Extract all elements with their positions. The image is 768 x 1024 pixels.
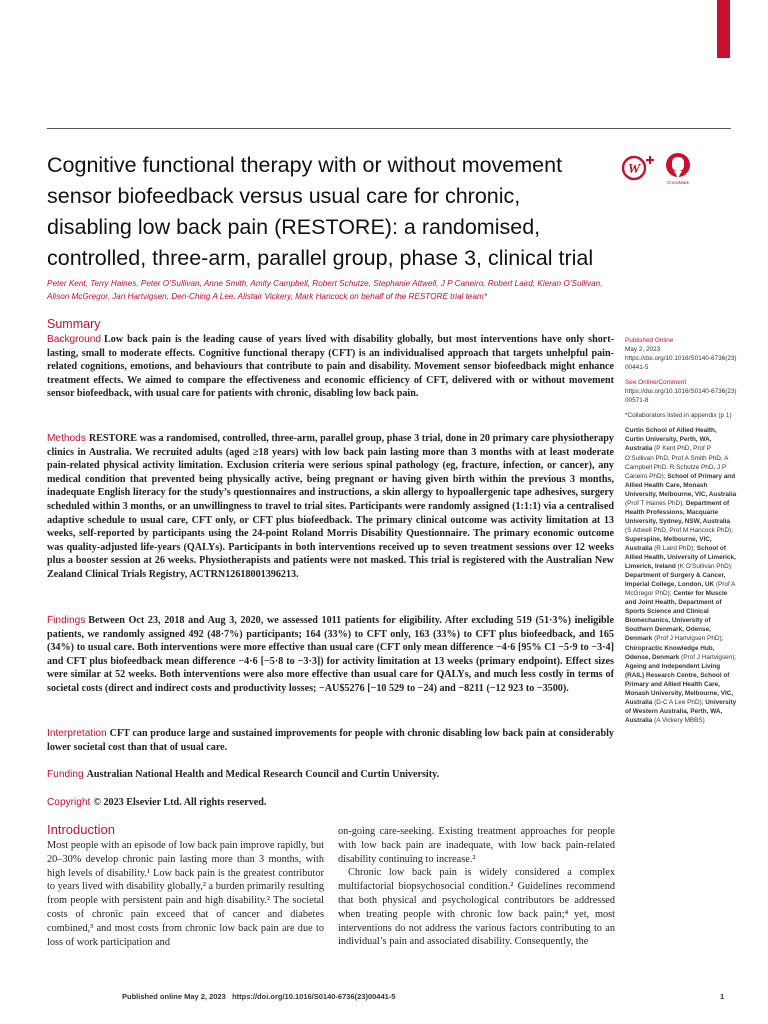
affiliation-org: University of Western Australia, Perth, WA, Australia — [625, 698, 737, 724]
footer-doi-link[interactable]: https://doi.org/10.1016/S0140-6736(23)00441-5 — [232, 992, 396, 1001]
intro-column-1: Most people with an episode of low back pain improve rapidly, but 20–30% develop chronic pain lasting more than 3 months, with high levels of disability.¹ Low back pain is the greatest contributor to years lived with disability globally,² a burden primarily resulting from people with persistent pain and high disability.² The societal costs of chronic pain exceed that of cancer and diabetes combined,³ and most costs from chronic low back pain are due to loss of work participation and — [47, 840, 324, 948]
affiliation-org: School of Primary and Allied Health Care, Monash University, Melbourne, VIC, Australia — [625, 472, 737, 498]
affiliation-names: (K O’Sullivan PhD); — [677, 563, 733, 571]
findings-label: Findings — [47, 615, 86, 626]
background-label: Background — [47, 334, 102, 345]
footer-published: Published online May 2, 2023 — [122, 992, 226, 1001]
affiliation-org: School of Allied Health, University of Limerick, Limerick, Ireland — [625, 544, 736, 571]
affiliation-org: Center for Muscle and Joint Health, Department of Sports Science and Clinical Biomechanics, University of Southern Denmark, Odense, Denmark — [625, 590, 728, 643]
funding-label: Funding — [47, 769, 84, 780]
page-footer — [0, 990, 768, 1004]
affiliation-names: (Prof A McGregor PhD); — [625, 581, 736, 598]
findings-text: Between Oct 23, 2018 and Aug 3, 2020, we assessed 1011 patients for eligibility. After excluding 519 (51·3%) ineligible patients, we randomly assigned 492 (48·7%) participants; 164 (33%) to CFT only, 163 (33%) to CFT plus biofeedback, and 165 (34%) to usual care. Both interventions were more effective than usual care (CFT only mean difference −4·6 [95% CI −5·9 to −3·4] and CFT plus biofeedback mean difference −4·6 [−5·8 to −3·3]) for activity limitation at 13 weeks (primary endpoint). Effect sizes were similar at 52 weeks. Both interventions were also more effective than usual care for QALYs, and much less costly in terms of societal costs (direct and indirect costs and productivity losses; −AU$5276 [−10 529 to −24) and −8211 (−12 923 to −3500). — [47, 615, 614, 694]
top-edge — [0, 0, 768, 1]
intro-col2-para-2: Chronic low back pain is widely considered a complex multifactorial biopsychosocial condition.² Guidelines recommend that both physical and psychological contributors be addressed when treating people with chronic low back pain;⁴ yet, most interventions do not address the various factors contributing to an individual’s pain and associated disability. Consequently, the — [338, 867, 615, 948]
copyright-text: © 2023 Elsevier Ltd. All rights reserved. — [93, 797, 267, 808]
interpretation-label: Interpretation — [47, 728, 107, 739]
methods-text: RESTORE was a randomised, controlled, three-arm, parallel group, phase 3 trial, done in 20 primary care physiotherapy clinics in Australia. We recruited adults (aged ≥18 years) with low back pain lasting more than 3 months with at least moderate pain-related physical activity limitation. Exclusion criteria were serious spinal pathology (eg, fracture, infection, or cancer), any medical condition that prevented being physically active, being pregnant or having given birth within the previous 3 months, inadequate English literacy for the study’s questionnaires and instructions, a skin allergy to hypoallergenic tape adhesives, surgery scheduled within 3 months, or an unwillingness to travel to trial sites. Participants were randomly assigned (1:1:1) via a centralised adaptive schedule to usual care, CFT only, or CFT plus biofeedback. The primary clinical outcome was activity limitation at 13 weeks, self-reported by participants using the 24-point Roland Morris Disability Questionnaire. The primary economic outcome was quality-adjusted life-years (QALYs). Participants in both interventions received up to seven treatment sessions over 12 weeks plus a booster session at 26 weeks. Physiotherapists and patients were not masked. This trial is registered with the Australian New Zealand Clinical Trials Registry, ACTRN12618001396213. — [47, 433, 614, 580]
see-online-doi-link[interactable]: https://doi.org/10.1016/S0140-6736(23)00571-8 — [625, 388, 737, 405]
affiliation-org: Department of Health Professions, Macquarie University, Sydney, NSW, Australia — [625, 499, 731, 525]
affiliation-names: (P Kent PhD, Prof P O’Sullivan PhD, Prof A Smith PhD, A Campbell PhD, R Schutze PhD, J P Caneiro PhD); — [625, 445, 729, 480]
crossmark-label: CrossMark — [667, 180, 689, 185]
background-text: Low back pain is the leading cause of years lived with disability globally, but most interventions have only short-lasting, small to moderate effects. Cognitive functional therapy (CFT) is an individualised approach that targets unhelpful pain-related cognitions, emotions, and behaviours that contribute to pain and disability. Movement sensor biofeedback might enhance treatment effects. We aimed to compare the effectiveness and economic efficiency of CFT, delivered with or without movement sensor biofeedback, with usual care for patients with chronic, disabling low back pain. — [47, 334, 614, 400]
intro-col2-para-1: on-going care-seeking. Existing treatment approaches for people with low back pain are inadequate, with low back pain-related disability continuing to increase.² — [338, 826, 615, 865]
copyright-label: Copyright — [47, 797, 91, 808]
summary-heading: Summary — [47, 317, 101, 331]
affiliation-names: (R Laird PhD); — [654, 544, 695, 552]
funding-text: Australian National Health and Medical Research Council and Curtin University. — [86, 769, 440, 780]
methods-paragraph — [47, 432, 614, 582]
author-list: Peter Kent, Terry Haines, Peter O’Sullivan, Anne Smith, Amity Campbell, Robert Schutze, Stephanie Attwell, J P Caneiro, Robert Laird, Kieran O’Sullivan, Alison McGregor, Jan Hartvigsen, Den-Ching A Lee, Alistair Vickery, Mark Hancock on behalf of the RESTORE trial team* — [47, 279, 603, 302]
published-doi-link[interactable]: https://doi.org/10.1016/S0140-6736(23)00441-5 — [625, 355, 737, 372]
intro-column-2 — [338, 825, 615, 949]
funding-paragraph — [47, 768, 614, 782]
see-online-note — [625, 378, 737, 405]
collaborators-note: *Collaborators listed in appendix (p 1) — [625, 412, 732, 420]
background-paragraph — [47, 333, 614, 401]
sidebar-notes — [625, 336, 737, 731]
crossmark-icon[interactable] — [662, 150, 694, 186]
footer-citation — [122, 992, 395, 1001]
methods-label: Methods — [47, 433, 86, 444]
affiliation-org: Superspine, Melbourne, VIC, Australia — [625, 535, 712, 552]
see-online-label: See Online/Comment — [625, 379, 687, 387]
affiliation-names: (Prof T Haines PhD); — [625, 499, 685, 507]
introduction-heading: Introduction — [47, 822, 115, 837]
affiliation-org: Curtin School of Allied Health, Curtin University, Perth, WA, Australia — [625, 427, 717, 453]
journal-color-tab — [717, 0, 730, 58]
svg-text:W: W — [627, 162, 641, 177]
affiliation-org: Department of Surgery & Cancer, Imperial College, London, UK — [625, 572, 726, 589]
published-date: May 2, 2023 — [625, 346, 661, 354]
affiliation-names: (Prof J Hartvigsen PhD); — [654, 635, 724, 643]
affiliation-names: (Prof J Hartvigsen); — [681, 653, 737, 661]
copyright-paragraph — [47, 796, 614, 810]
affiliation-org: Chiropractic Knowledge Hub, Odense, Denmark — [625, 644, 715, 661]
page-number: 1 — [720, 992, 725, 1001]
affiliation-org: Ageing and Independent Living (RAIL) Research Centre, School of Primary and Allied Health Care, Monash University, Melbourne, VIC, Australia — [625, 662, 734, 706]
published-label: Published Online — [625, 337, 674, 344]
affiliation-names: (A Vickery MBBS) — [654, 716, 705, 724]
header-rule — [47, 128, 731, 129]
article-logos — [620, 150, 700, 190]
article-title: Cognitive functional therapy with or without movement sensor biofeedback versus usual care for chronic, disabling low back pain (RESTORE): a randomised, controlled, three-arm, parallel group, phase 3, clinical trial — [47, 153, 594, 270]
affiliation-names: (D-C A Lee PhD); — [654, 698, 704, 706]
interpretation-text: CFT can produce large and sustained improvements for people with chronic disabling low back pain at considerably lower societal cost than that of usual care. — [47, 728, 614, 753]
affiliation-names: (S Attwell PhD, Prof M Hancock PhD); — [625, 526, 733, 534]
published-online-note — [625, 336, 737, 372]
interpretation-paragraph — [47, 727, 614, 754]
findings-paragraph — [47, 614, 614, 696]
affiliations-list — [625, 426, 737, 725]
